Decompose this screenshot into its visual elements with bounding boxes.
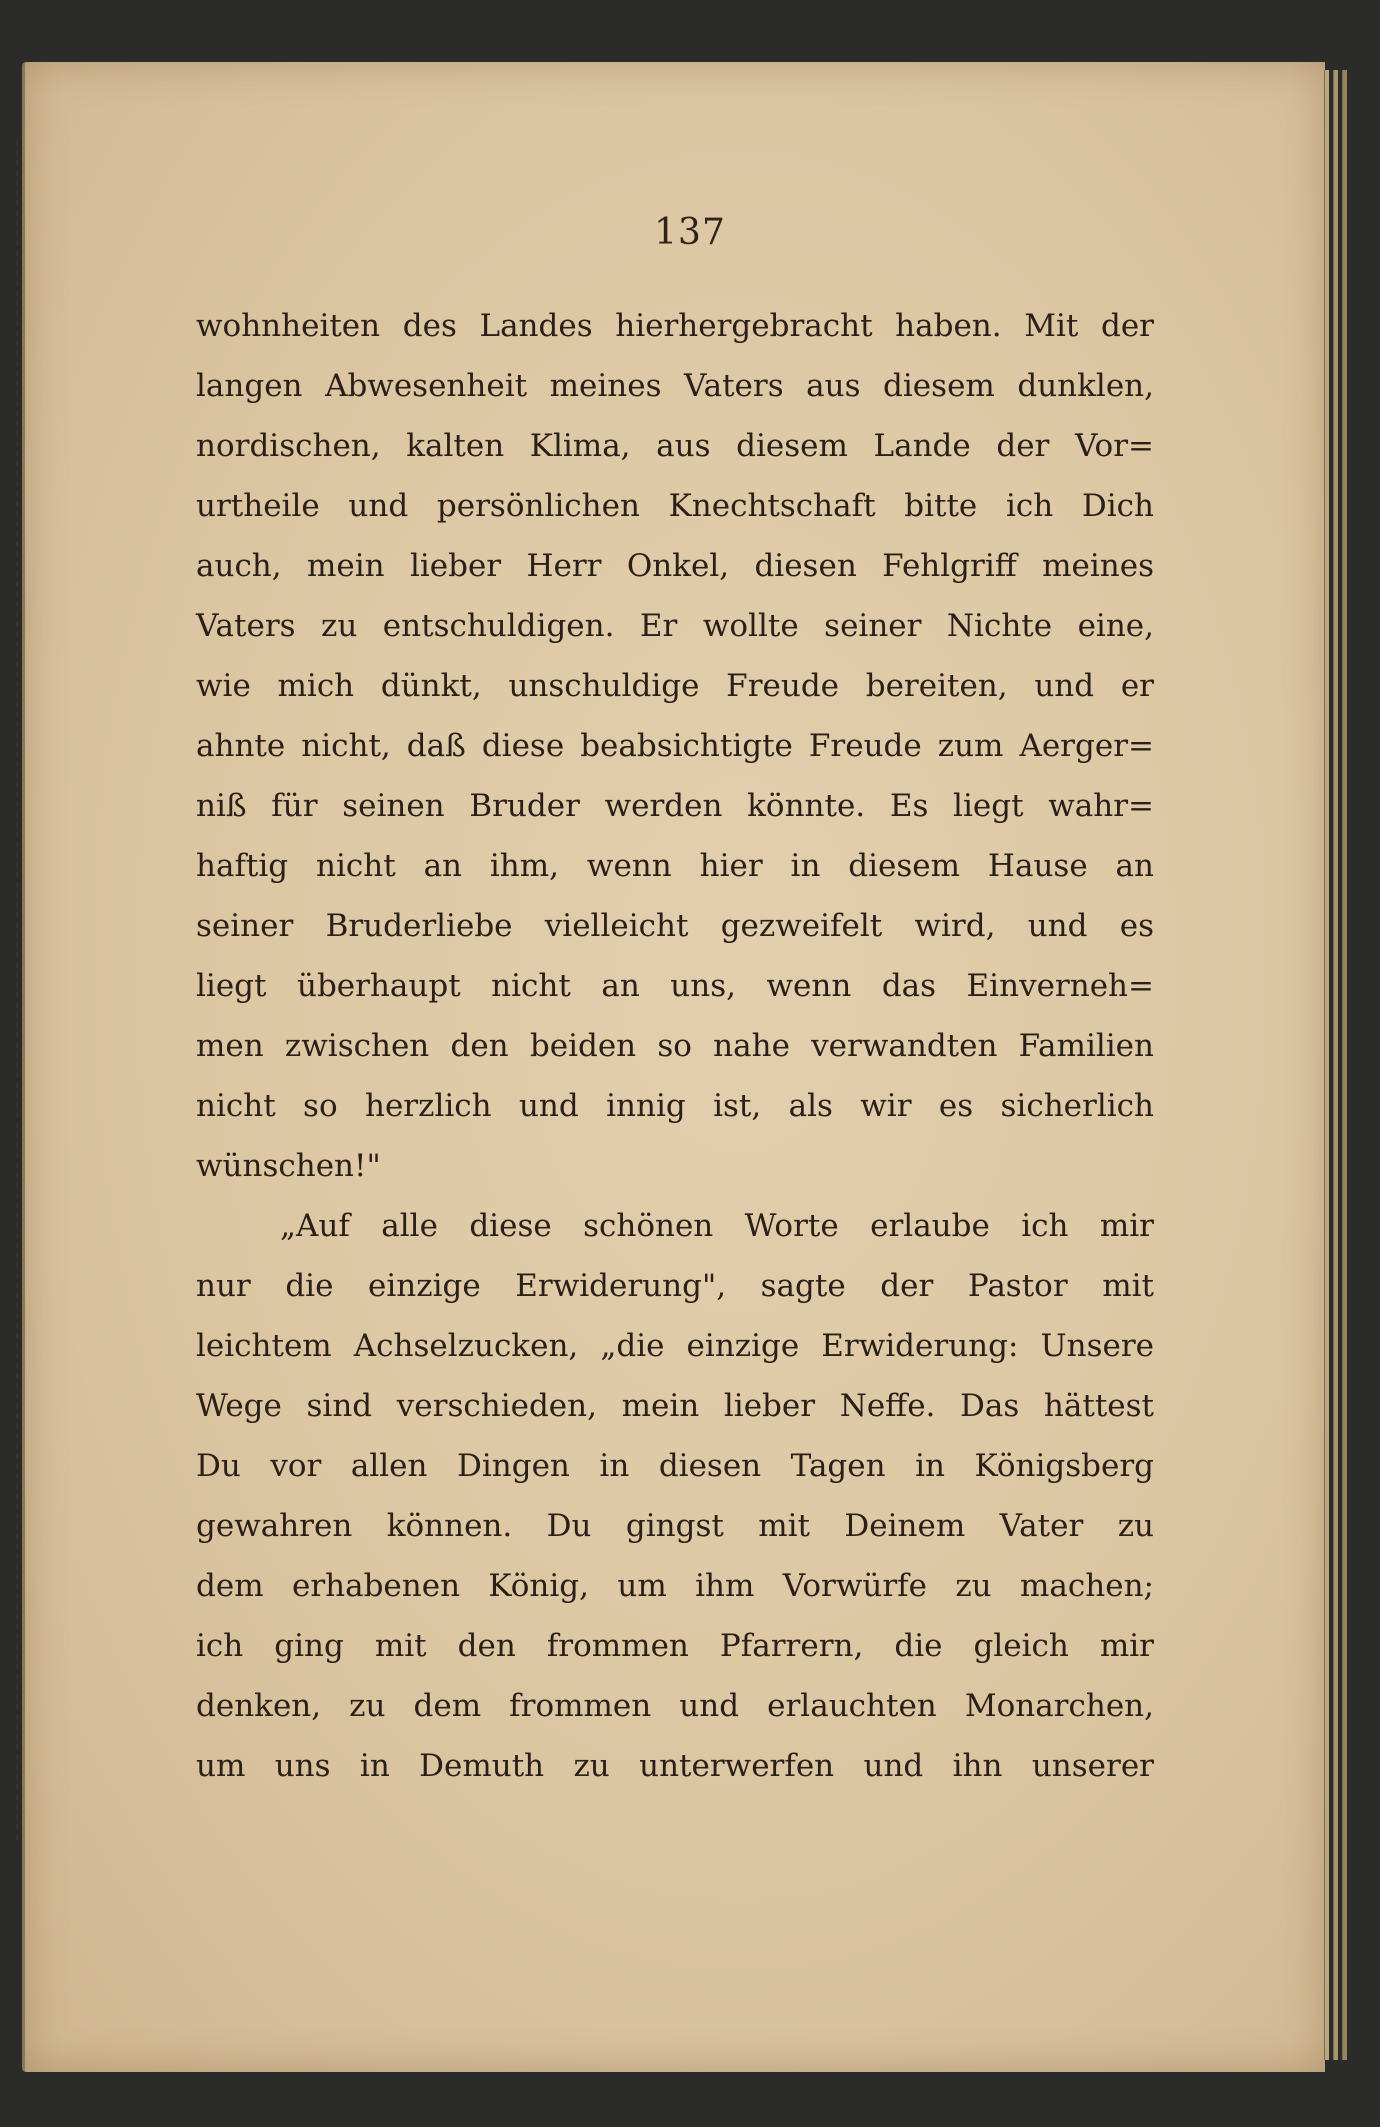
- text-line: ahnte nicht, daß diese beabsichtigte Freude zum Aerger=: [196, 728, 1154, 764]
- page-number: 137: [654, 212, 726, 253]
- text-line: wünschen!": [196, 1148, 381, 1184]
- body-text: [196, 296, 1154, 1796]
- text-line: Wege sind verschieden, mein lieber Neffe. Das hättest: [196, 1388, 1154, 1424]
- text-line: leichtem Achselzucken, „die einzige Erwiderung: Unsere: [196, 1328, 1154, 1364]
- text-line: nicht so herzlich und innig ist, als wir es sicherlich: [196, 1088, 1154, 1124]
- text-line: langen Abwesenheit meines Vaters aus diesem dunklen,: [196, 368, 1154, 404]
- page-edge: [1342, 70, 1347, 2060]
- text-line: „Auf alle diese schönen Worte erlaube ich mir: [280, 1208, 1154, 1244]
- text-line: men zwischen den beiden so nahe verwandten Familien: [196, 1028, 1154, 1064]
- page-edge: [1333, 70, 1338, 2060]
- text-line: nur die einzige Erwiderung", sagte der Pastor mit: [196, 1268, 1154, 1304]
- text-line: ich ging mit den frommen Pfarrern, die gleich mir: [196, 1628, 1154, 1664]
- text-line: gewahren können. Du gingst mit Deinem Vater zu: [196, 1508, 1154, 1544]
- text-line: nordischen, kalten Klima, aus diesem Lande der Vor=: [196, 428, 1154, 464]
- text-line: denken, zu dem frommen und erlauchten Monarchen,: [196, 1688, 1154, 1724]
- text-line: wohnheiten des Landes hierhergebracht haben. Mit der: [196, 308, 1154, 344]
- text-line: urtheile und persönlichen Knechtschaft bitte ich Dich: [196, 488, 1154, 524]
- text-line: niß für seinen Bruder werden könnte. Es liegt wahr=: [196, 788, 1154, 824]
- text-line: auch, mein lieber Herr Onkel, diesen Fehlgriff meines: [196, 548, 1154, 584]
- text-line: seiner Bruderliebe vielleicht gezweifelt wird, und es: [196, 908, 1154, 944]
- text-line: dem erhabenen König, um ihm Vorwürfe zu machen;: [196, 1568, 1154, 1604]
- page-edge: [1324, 70, 1329, 2060]
- binding-marks: [16, 140, 24, 1840]
- text-line: um uns in Demuth zu unterwerfen und ihn unserer: [196, 1748, 1154, 1784]
- text-line: Du vor allen Dingen in diesen Tagen in Königsberg: [196, 1448, 1154, 1484]
- text-line: Vaters zu entschuldigen. Er wollte seiner Nichte eine,: [196, 608, 1154, 644]
- text-line: liegt überhaupt nicht an uns, wenn das Einverneh=: [196, 968, 1154, 1004]
- text-line: wie mich dünkt, unschuldige Freude bereiten, und er: [196, 668, 1154, 704]
- text-line: haftig nicht an ihm, wenn hier in diesem Hause an: [196, 848, 1154, 884]
